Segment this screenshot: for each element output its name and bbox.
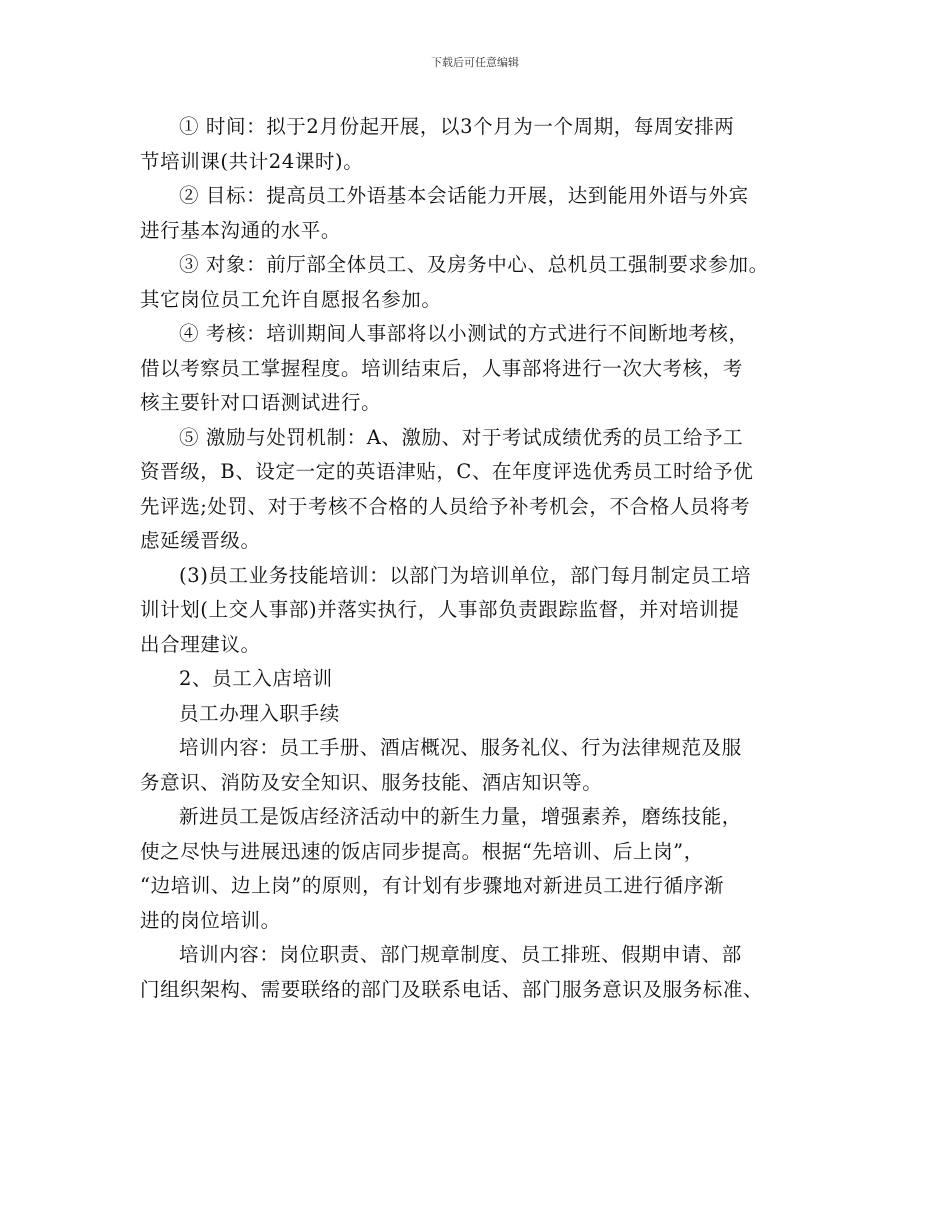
text-line: 使之尽快与进展迅速的饭店同步提高。根据“先培训、后上岗”， xyxy=(140,839,704,863)
text-line: 资晋级，B、设定一定的英语津贴，C、在年度评选优秀员工时给予优 xyxy=(140,460,754,483)
text-line: 务意识、消防及安全知识、服务技能、酒店知识等。 xyxy=(140,770,603,794)
paragraph-time xyxy=(140,110,840,179)
text-line: 门组织架构、需要联络的部门及联系电话、部门服务意识及服务标准、 xyxy=(140,977,764,1001)
text-line: “边培训、边上岗”的原则，有计划有步骤地对新进员工进行循序渐 xyxy=(140,874,724,897)
paragraph-new-employee xyxy=(140,800,840,938)
text-line: 其它岗位员工允许自愿报名参加。 xyxy=(140,287,442,311)
text-line: 先评选;处罚、对于考核不合格的人员给予补考机会，不合格人员将考 xyxy=(140,494,751,518)
paragraph-training-content xyxy=(140,731,840,800)
text-line: 进的岗位培训。 xyxy=(140,908,281,932)
text-line: (3)员工业务技能培训：以部门为培训单位，部门每月制定员工培 xyxy=(179,563,752,587)
text-line: 进行基本沟通的水平。 xyxy=(140,218,342,242)
document-body xyxy=(140,110,840,1007)
text-line: 2、员工入店培训 xyxy=(179,667,333,690)
text-line: 借以考察员工掌握程度。培训结束后，人事部将进行一次大考核，考 xyxy=(140,356,744,380)
text-line: ② 目标：提高员工外语基本会话能力开展，达到能用外语与外宾 xyxy=(179,184,749,207)
text-line: 训计划(上交人事部)并落实执行，人事部负责跟踪监督，并对培训提 xyxy=(140,598,740,621)
text-line: ④ 考核：培训期间人事部将以小测试的方式进行不间断地考核， xyxy=(179,322,749,345)
text-line: 核主要针对口语测试进行。 xyxy=(140,391,382,414)
text-line: ① 时间：拟于2月份起开展，以3个月为一个周期，每周安排两 xyxy=(179,115,735,138)
text-line: 员工办理入职手续 xyxy=(179,701,340,725)
section-heading xyxy=(140,662,840,697)
paragraph-goal xyxy=(140,179,840,248)
text-line: ③ 对象：前厅部全体员工、及房务中心、总机员工强制要求参加。 xyxy=(179,253,769,276)
paragraph-training-content-2 xyxy=(140,938,840,1007)
text-line: 培训内容：员工手册、酒店概况、服务礼仪、行为法律规范及服 xyxy=(179,736,742,759)
text-line: ⑤ 激励与处罚机制：A、激励、对于考试成绩优秀的员工给予工 xyxy=(179,425,744,449)
text-line: 新进员工是饭店经济活动中的新生力量，增强素养，磨练技能， xyxy=(179,805,742,828)
text-line: 出合理建议。 xyxy=(140,632,261,656)
paragraph-skill-training xyxy=(140,559,840,663)
page-header-note: 下载后可任意编辑 xyxy=(431,56,519,69)
paragraph-incentive xyxy=(140,421,840,559)
text-line: 培训内容：岗位职责、部门规章制度、员工排班、假期申请、部 xyxy=(179,943,742,966)
paragraph-assessment xyxy=(140,317,840,421)
subsection-heading xyxy=(140,697,840,732)
text-line: 节培训课(共计24课时)。 xyxy=(140,149,364,173)
paragraph-target xyxy=(140,248,840,317)
text-line: 虑延缓晋级。 xyxy=(140,529,261,552)
